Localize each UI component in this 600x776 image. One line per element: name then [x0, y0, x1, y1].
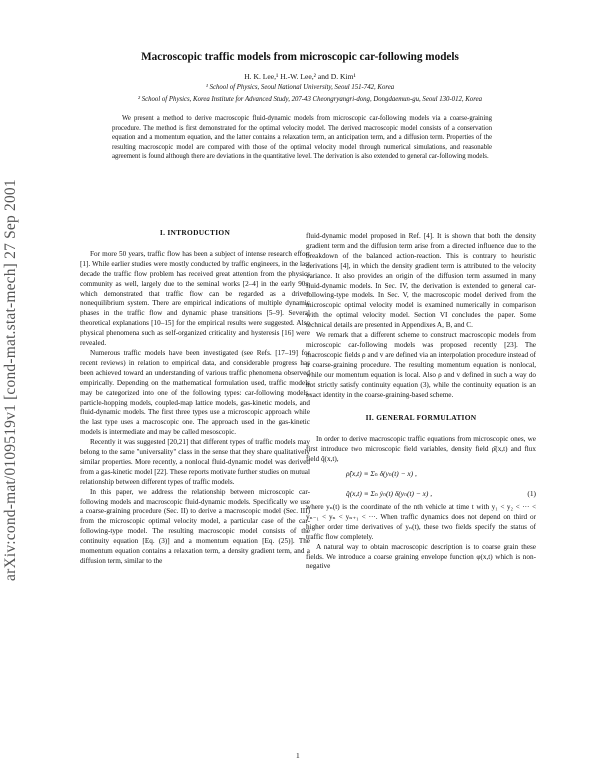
equation-1-flux: q̂(x,t) ≡ Σₙ ẏₙ(t) δ(yₙ(t) − x) ,	[346, 489, 433, 499]
paper-title: Macroscopic traffic models from microscopic car-following models	[141, 51, 459, 63]
intro-paragraph-4: In this paper, we address the relationship between microscopic car-following models and macroscopic fluid-dynamic models. Specifically we use a coarse-graining procedure (Sec. II) to derive a macroscopic model (Sec. III) from the microscopic optimal velocity model, a particular case of the car-following-type model. The resulting macroscopic model consists of the continuity equation [Eq. (3)] and a momentum equation [Eq. (25)]. The momentum equation contains a relaxation term, a density gradient term, and a diffusion term, similar to the	[80, 487, 310, 565]
intro-paragraph-3: Recently it was suggested [20,21] that different types of traffic models may belong to the same "universality" class in the sense that they share qualitatively similar properties. More recently, a nonlocal fluid-dynamic model was derived from a gas-kinetic model [22]. These reports motivate further studies on mutual relationship between different types of traffic models.	[80, 438, 310, 486]
equation-1	[306, 465, 536, 503]
intro-paragraph-4-cont: fluid-dynamic model proposed in Ref. [4]. It is shown that both the density gradient term and the diffusion term arise from a directed influence due to the breakdown of the balanced action-reaction. This is contrary to heuristic derivations [4], in which the density gradient term is attributed to the velocity variance. It also provides an origin of the diffusion term assumed in many fluid-dynamic models. In Sec. IV, the derivation is extended to general car-following-type models. In Sec. V, the macroscopic model derived from the microscopic optimal velocity model is examined numerically in comparison with the optimal velocity model. Section VI concludes the paper. Some technical details are presented in Appendixes A, B, and C.	[306, 232, 536, 330]
intro-paragraph-2: Numerous traffic models have been investigated (see Refs. [17–19] for recent reviews) in relation to empirical data, and considerable progress has been achieved toward an understanding of various traffic phenomena observed empirically. Depending on the mathematical formulation used, traffic models may be categorized into one of the following types: car-following models, particle-hopping models, coupled-map lattice models, gas-kinetic models, and fluid-dynamic models. The first three types use a microscopic approach while the last type uses a macroscopic one. The approach used in the gas-kinetic models is intermediate and may be called mesoscopic.	[80, 348, 310, 437]
equation-1-density: ρ̂(x,t) ≡ Σₙ δ(yₙ(t) − x) ,	[346, 469, 417, 479]
arxiv-stamp: arXiv:cond-mat/0109519v1 [cond-mat.stat-mech] 27 Sep 2001	[2, 179, 19, 581]
abstract	[112, 114, 492, 162]
authors: H. K. Lee,¹ H.-W. Lee,² and D. Kim¹	[244, 72, 356, 81]
left-column	[80, 228, 310, 567]
intro-paragraph-1: For more 50 years, traffic flow has been a subject of intense research effort [1]. While earlier studies were mostly conducted by traffic engineers, in the last decade the traffic flow problem has received great attention from the physics community as well, largely due to the seminal works [2–4] in the early 90s, which demonstrated that traffic flow can be regarded as a driven nonequilibrium system. There are empirical indications of multiple dynamic phases in the traffic flow and dynamic phase transitions [5–9]. Several theoretical explanations [10–15] for the empirical results were suggested. Also physical phenomena such as self-organized criticality and hysteresis [16] were revealed.	[80, 249, 310, 348]
abstract-text: We present a method to derive macroscopic fluid-dynamic models from microscopic car-following models via a coarse-graining procedure. The method is first demonstrated for the optimal velocity model. The derived macroscopic model consists of a conservation equation and a momentum equation, and the latter contains a relaxation term, an anticipation term, and a diffusion term. Properties of the resulting macroscopic model are compared with those of the optimal velocity model through numerical simulations, and reasonable agreement is found although there are deviations in the quantitative level. The derivation is also extended to general car-following models.	[112, 115, 492, 161]
formulation-paragraph-1: In order to derive macroscopic traffic equations from microscopic ones, we first introduce two microscopic field variables, density field ρ̂(x,t) and flux field q̂(x,t),	[306, 435, 536, 464]
intro-paragraph-5: We remark that a different scheme to construct macroscopic models from microscopic car-following models was proposed recently [23]. The macroscopic fields ρ and v are defined via an interpolation procedure instead of a coarse-graining procedure. The resulting momentum equation is nonlocal, while our momentum equation is local. Also ρ and v defined in such a way do not strictly satisfy continuity equation (3), while the continuity equation is an exact identity in the coarse-graining-based scheme.	[306, 331, 536, 399]
section-heading-introduction: I. INTRODUCTION	[159, 228, 231, 237]
section-heading-general-formulation: II. GENERAL FORMULATION	[365, 413, 477, 423]
page-number: 1	[296, 751, 300, 760]
affiliation-1: ¹ School of Physics, Seoul National University, Seoul 151-742, Korea	[205, 84, 395, 91]
equation-number: (1)	[527, 489, 536, 499]
affiliation-2: ² School of Physics, Korea Institute for Advanced Study, 207-43 Cheongryangri-dong, Dongdaemun-gu, Seoul 130-012, Korea	[137, 96, 483, 103]
right-column	[306, 232, 536, 572]
formulation-paragraph-2: where yₙ(t) is the coordinate of the nth vehicle at time t with y₁ < y₂ < ··· < yₙ₋₁ < yₙ < yₙ₊₁ < ···. When traffic dynamics does not depend on third or higher order time derivatives of yₙ(t), these two fields specify the status of traffic flow completely.	[306, 503, 536, 541]
formulation-paragraph-3: A natural way to obtain macroscopic description is to coarse grain these fields. We introduce a coarse graining envelope function φ(x,t) which is non-negative	[306, 542, 536, 571]
